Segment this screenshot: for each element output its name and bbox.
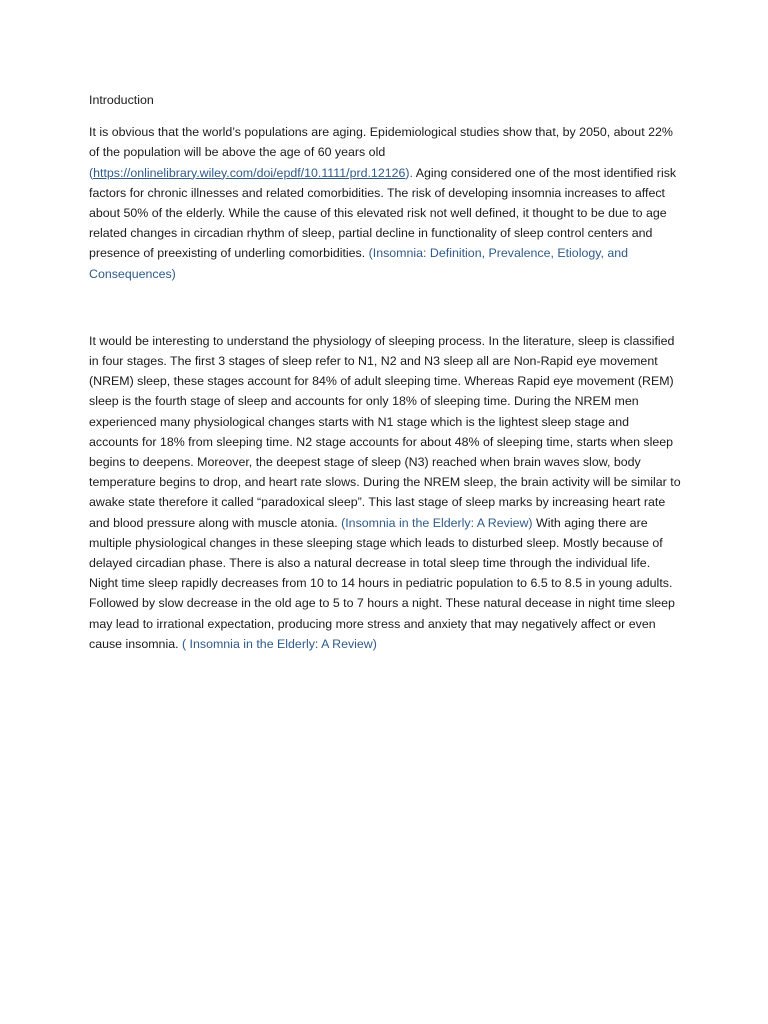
citation-insomnia-definition: (Insomnia: Definition, Prevalence, Etiology, and Consequences)	[89, 246, 629, 281]
paragraph-physiology-text-b: With aging there are multiple physiological changes in these sleeping stage which leads to disturbed sleep. Mostly because of delayed circadian phase. There is also a natural decrease in total sleep time through the individual life. Night time sleep rapidly decreases from 10 to 14 hours in pediatric population to 6.5 to 8.5 in young adults. Followed by slow decrease in the old age to 5 to 7 hours a night. These natural decease in night time sleep may lead to irrational expectation, producing more stress and anxiety that may negatively affect or even cause insomnia.	[89, 515, 675, 651]
reference-link-open: (	[89, 165, 94, 180]
section-heading: Introduction	[89, 93, 154, 107]
paragraph-intro	[89, 122, 681, 284]
document-body	[89, 90, 681, 654]
paragraph-intro-text-a: It is obvious that the world’s populations are aging. Epidemiological studies show that, by 2050, about 22% of the population will be above the age of 60 years old	[89, 125, 673, 160]
paragraph-physiology	[89, 331, 681, 654]
paragraph-intro-text-b: Aging considered one of the most identified risk factors for chronic illnesses and related comorbidities. The risk of developing insomnia increases to affect about 50% of the elderly. While the cause of this elevated risk not well defined, it thought to be due to age related changes in circadian rhythm of sleep, partial decline in functionality of sleep control centers and presence of preexisting of underling comorbidities.	[89, 165, 677, 261]
reference-link[interactable]	[89, 166, 413, 180]
reference-link-url[interactable]: https://onlinelibrary.wiley.com/doi/epdf/10.1111/prd.12126	[93, 165, 406, 180]
citation-insomnia-elderly-b: ( Insomnia in the Elderly: A Review)	[181, 636, 377, 651]
reference-link-close: ).	[405, 165, 413, 180]
paragraph-physiology-text-a: It would be interesting to understand the physiology of sleeping process. In the literature, sleep is classified in four stages. The first 3 stages of sleep refer to N1, N2 and N3 sleep all are Non-Rapid eye movement (NREM) sleep, these stages account for 84% of adult sleeping time. Whereas Rapid eye movement (REM) sleep is the fourth stage of sleep and accounts for only 18% of sleeping time. During the NREM men experienced many physiological changes starts with N1 stage which is the lightest sleep stage and accounts for 18% from sleeping time. N2 stage accounts for about 48% of sleeping time, starts when sleep begins to deepens. Moreover, the deepest stage of sleep (N3) reached when brain waves slow, body temperature begins to drop, and heart rate slows. During the NREM sleep, the brain activity will be similar to awake state therefore it called “paradoxical sleep”. This last stage of sleep marks by increasing heart rate and blood pressure along with muscle atonia.	[89, 333, 681, 530]
citation-insomnia-elderly-a: (Insomnia in the Elderly: A Review)	[341, 515, 533, 530]
